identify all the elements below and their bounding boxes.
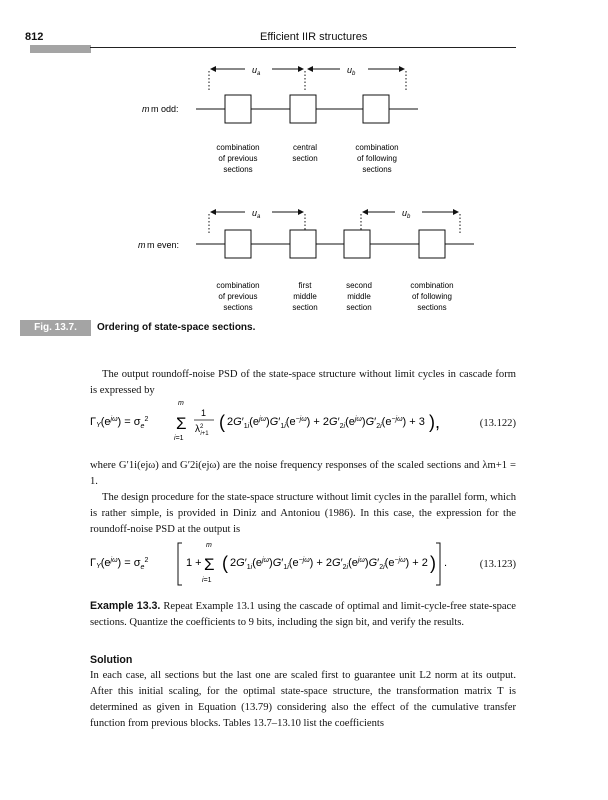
svg-text:section: section <box>292 154 318 163</box>
svg-text:sections: sections <box>362 165 392 174</box>
svg-text:middle: middle <box>293 292 317 301</box>
even-case-diagram <box>138 208 474 312</box>
svg-text:2G′1i(ejω)G′1i(e−jω) + 2G′2i(e: $2G'_{1i}(e^{j\omega})G'_{1i}(e^{-j\omega}) + 2G'_{2i}(e^{j\omega})G'_{2i}(e^{-j\omega}) + 2$ <box>230 557 428 571</box>
central-section-block <box>290 95 316 123</box>
svg-text:of previous: of previous <box>218 154 258 163</box>
svg-text:of previous: of previous <box>218 292 258 301</box>
page-number: 812 <box>25 31 44 43</box>
svg-text:combination: combination <box>410 281 454 290</box>
svg-text:): ) <box>430 553 436 573</box>
svg-text:m: m <box>178 400 184 407</box>
figure-label: Fig. 13.7. <box>20 320 91 336</box>
svg-text:ΓY(ejω) = σe2: $\Gamma Y(e^{j\omega}) = \sigma_e^2$ <box>90 416 149 430</box>
svg-text:ΓY(ejω) = σe2: $\Gamma Y(e^{j\omega}) = \sigma_e^2$ <box>90 557 149 571</box>
svg-text:central: central <box>292 143 318 152</box>
svg-text:section: section <box>346 303 372 312</box>
following-sections-block <box>363 95 389 123</box>
svg-text:section: section <box>292 303 318 312</box>
svg-text:(: ( <box>219 412 225 432</box>
odd-case-diagram <box>142 65 418 174</box>
svg-text:first: first <box>298 281 312 290</box>
svg-text:(: ( <box>222 553 228 573</box>
svg-text:m: m <box>138 240 146 250</box>
equation-number-13-123: (13.123) <box>479 559 516 570</box>
equation-13-123 <box>90 537 516 587</box>
header-marker <box>30 45 91 53</box>
second-middle-block <box>344 230 370 258</box>
previous-sections-block <box>225 95 251 123</box>
odd-case-label: m odd: <box>151 104 179 114</box>
svg-text:Σ: Σ <box>176 414 187 433</box>
svg-text:middle: middle <box>347 292 371 301</box>
svg-text:ua: $u_a$ <box>252 208 261 220</box>
figure-caption: Ordering of state-space sections. <box>97 322 256 333</box>
svg-text:Σ: Σ <box>204 555 215 574</box>
ub-label-bottom: u <box>402 208 408 218</box>
svg-text:2G′1i(ejω)G′1i(e−jω) + 2G′2i(e: $2G'_{1i}(e^{j\omega})G'_{1i}(e^{-j\omega}) + 2G'_{2i}(e^{j\omega})G'_{2i}(e^{-j\omega}) + 3$ <box>227 416 425 430</box>
svg-text:combination: combination <box>355 143 399 152</box>
svg-text:m: m <box>142 104 150 114</box>
svg-text:second: second <box>346 281 372 290</box>
ua-label-bottom: u <box>252 208 258 218</box>
first-middle-block <box>290 230 316 258</box>
paragraph-3: The design procedure for the state-space structure without limit cycles in the parallel form, which is rather simple, is provided in Diniz and Antoniou (1986). In this case, the expression for the roundoff-noise PSD at the output is <box>90 492 516 535</box>
svg-text:ua: $u_a$ <box>252 65 261 77</box>
svg-text:1: 1 <box>201 408 207 418</box>
paragraph-2: where G′1i(ejω) and G′2i(ejω) are the noise frequency responses of the scaled sections and λm+1 = 1. <box>90 460 516 487</box>
ua-label-top: u <box>252 65 258 75</box>
state-space-ordering-figure <box>0 55 608 320</box>
previous-sections-block-even <box>225 230 251 258</box>
svg-text:.: . <box>444 557 448 569</box>
running-title: Efficient IIR structures <box>260 31 368 43</box>
example-label: Example 13.3. <box>90 600 161 612</box>
equation-13-122 <box>90 400 516 440</box>
svg-text:ub: $u_b$ <box>402 208 411 220</box>
svg-text:sections: sections <box>223 303 253 312</box>
paragraph-1: The output roundoff-noise PSD of the state-space structure without limit cycles in cascade form is expressed by <box>90 369 516 396</box>
solution-heading: Solution <box>90 654 133 666</box>
svg-text:i=1: i=1 <box>174 435 184 442</box>
solution-text: In each case, all sections but the last one are scaled first to guarantee unit L2 norm at its output. After this initial scaling, for the optimal state-space structure, the transformation matrix T is determined as given in Equation (13.79) considering also the effect of the cumulative transfer function from previous blocks. Tables 13.7–13.10 list the coefficients <box>90 670 516 729</box>
svg-text:of following: of following <box>356 154 398 163</box>
svg-text:combination: combination <box>216 143 260 152</box>
even-case-label: m even: <box>147 240 180 250</box>
svg-text:sections: sections <box>417 303 447 312</box>
example-paragraph <box>90 598 516 631</box>
svg-text:combination: combination <box>216 281 260 290</box>
svg-text:i=1: i=1 <box>202 577 212 584</box>
following-sections-block-even <box>419 230 445 258</box>
svg-text:of following: of following <box>411 292 453 301</box>
svg-text:ub: $u_b$ <box>347 65 356 77</box>
svg-text:),: ), <box>429 412 440 432</box>
example-text: Repeat Example 13.1 using the cascade of optimal and limit-cycle-free state-space sections. Quantize the coefficients to 9 bits, including the sign bit, and verify the results. <box>90 601 516 628</box>
svg-text:sections: sections <box>223 165 253 174</box>
header-rule <box>90 47 516 48</box>
equation-number-13-122: (13.122) <box>479 418 516 429</box>
ub-label-top: u <box>347 65 353 75</box>
svg-text:m: m <box>206 542 212 549</box>
svg-text:λ2i+1: $\lambda^2$ i+1 <box>195 424 209 437</box>
svg-text:1 +: 1 + <box>186 557 202 569</box>
